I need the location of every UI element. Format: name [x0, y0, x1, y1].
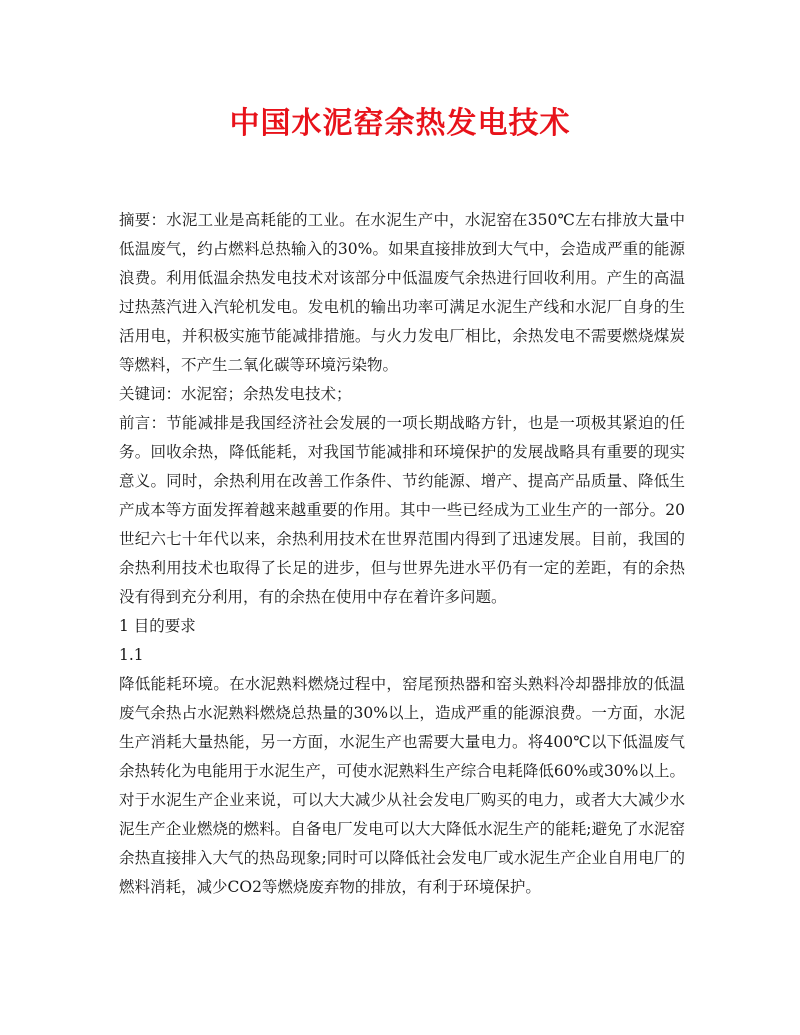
- section-1-1-paragraph: 降低能耗环境。在水泥熟料燃烧过程中，窑尾预热器和窑头熟料冷却器排放的低温废气余热占水泥熟料燃烧总热量的30%以上，造成严重的能源浪费。一方面，水泥生产消耗大量热能，另一方面，水泥生产也需要大量电力。将400℃以下低温废气余热转化为电能用于水泥生产，可使水泥熟料生产综合电耗降低60%或30%以上。对于水泥生产企业来说，可以大大减少从社会发电厂购买的电力，或者大大减少水泥生产企业燃烧的燃料。自备电厂发电可以大大降低水泥生产的能耗;避免了水泥窑余热直接排入大气的热岛现象;同时可以降低社会发电厂或水泥生产企业自用电厂的燃料消耗，减少CO2等燃烧废弃物的排放，有利于环境保护。: [119, 675, 685, 896]
- document-body: [119, 206, 685, 902]
- section-heading-1: 1 目的要求: [119, 617, 196, 635]
- section-heading-1-1: 1.1: [119, 646, 144, 664]
- abstract-paragraph: 摘要：水泥工业是高耗能的工业。在水泥生产中，水泥窑在350℃左右排放大量中低温废气，约占燃料总热输入的30%。如果直接排放到大气中，会造成严重的能源浪费。利用低温余热发电技术对该部分中低温废气余热进行回收利用。产生的高温过热蒸汽进入汽轮机发电。发电机的输出功率可满足水泥生产线和水泥厂自身的生活用电，并积极实施节能减排措施。与火力发电厂相比，余热发电不需要燃烧煤炭等燃料，不产生二氧化碳等环境污染物。: [119, 211, 685, 374]
- keywords-line: 关键词：水泥窑；余热发电技术；: [119, 385, 352, 403]
- preface-paragraph: 前言：节能减排是我国经济社会发展的一项长期战略方针，也是一项极其紧迫的任务。回收余热，降低能耗，对我国节能减排和环境保护的发展战略具有重要的现实意义。同时，余热利用在改善工作条件、节约能源、增产、提高产品质量、降低生产成本等方面发挥着越来越重要的作用。其中一些已经成为工业生产的一部分。20世纪六七十年代以来，余热利用技术在世界范围内得到了迅速发展。目前，我国的余热利用技术也取得了长足的进步，但与世界先进水平仍有一定的差距，有的余热没有得到充分利用，有的余热在使用中存在着许多问题。: [119, 414, 685, 606]
- document-title: 中国水泥窑余热发电技术: [229, 106, 571, 141]
